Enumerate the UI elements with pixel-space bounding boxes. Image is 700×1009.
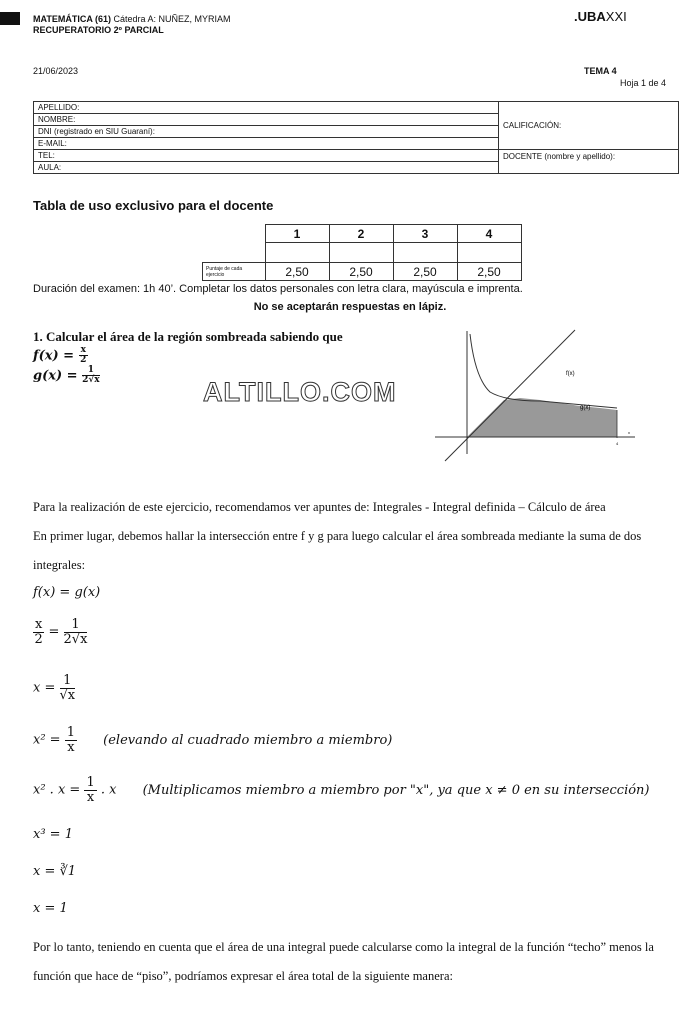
g-definition: g(x) = $\frac{1}{2√x}$ <box>33 364 100 386</box>
equation-1: f(x) = g(x) <box>33 585 101 600</box>
grade-cell[interactable] <box>393 243 457 263</box>
grade-cell[interactable] <box>457 243 521 263</box>
x-tick-label: 4 <box>616 441 619 446</box>
tel-field[interactable]: TEL: <box>34 150 499 162</box>
course-name: MATEMÁTICA (61) <box>33 14 111 24</box>
score-value: 2,50 <box>393 263 457 281</box>
equation-2: $\frac{x}{2}$ = $\frac{1}{2√x}$ <box>34 617 88 647</box>
exam-title: RECUPERATORIO 2º PARCIAL <box>33 25 164 35</box>
equation-4: x² = $\frac{1}{x}$ (elevando al cuadrado miembro a miembro) <box>33 725 393 755</box>
f-line <box>445 330 575 461</box>
g-curve <box>470 334 617 408</box>
grade-cell[interactable] <box>329 243 393 263</box>
page-counter: Hoja 1 de 4 <box>620 78 667 88</box>
apellido-field[interactable]: APELLIDO: <box>34 102 499 114</box>
catedra: Cátedra A: NUÑEZ, MYRIAM <box>113 14 231 24</box>
student-data-table <box>33 101 679 174</box>
solution-outro: Por lo tanto, teniendo en cuenta que el área de una integral puede calcularse como la integral de la función “techo” menos la función que hace de “piso”, podríamos expresar el área total de la siguiente manera: <box>33 940 654 983</box>
f-definition: f(x) = $\frac{x}{2}$ <box>33 345 87 366</box>
score-value: 2,50 <box>457 263 521 281</box>
no-pencil-notice: No se aceptarán respuestas en lápiz. <box>253 301 447 313</box>
shaded-region <box>467 398 617 437</box>
exam-date: 21/06/2023 <box>33 66 79 76</box>
aula-field[interactable]: AULA: <box>34 162 499 174</box>
exam-header <box>33 14 231 36</box>
x-arrow-label: x <box>628 430 630 435</box>
equation-5: x² . x = $\frac{1}{x}$ . x (Multiplicamos miembro a miembro por "x", ya que x ≠ 0 en su intersección) <box>33 775 650 805</box>
header-black-bar <box>0 12 20 25</box>
score-header: 4 <box>457 225 521 243</box>
altillo-watermark: ALTILLO.COM <box>203 377 397 407</box>
ubaxxi-logo: .UBAXXI <box>574 9 627 24</box>
score-row-label: Puntaje de cada ejercicio <box>203 263 266 281</box>
score-value: 2,50 <box>265 263 329 281</box>
area-graph <box>430 326 645 466</box>
equation-3: x = $\frac{1}{√x}$ <box>33 673 76 703</box>
tema-label: TEMA 4 <box>584 66 617 76</box>
score-value: 2,50 <box>329 263 393 281</box>
email-field[interactable]: E-MAIL: <box>34 138 499 150</box>
nombre-field[interactable]: NOMBRE: <box>34 114 499 126</box>
calificacion-field[interactable]: CALIFICACIÓN: <box>499 102 679 150</box>
score-table <box>202 224 522 281</box>
grade-cell[interactable] <box>265 243 329 263</box>
g-label: g(x) <box>580 405 591 411</box>
equation-6: x³ = 1 <box>33 827 73 842</box>
duration-instructions: Duración del examen: 1h 40’. Completar los datos personales con letra clara, mayúscula e imprenta. <box>33 283 523 295</box>
equation-7: x = ∛1 <box>33 864 77 879</box>
teacher-table-title: Tabla de uso exclusivo para el docente <box>33 198 274 213</box>
equation-8: x = 1 <box>33 901 68 916</box>
score-header: 3 <box>393 225 457 243</box>
exercise-1-statement: 1. Calcular el área de la región sombreada sabiendo que f(x) = $\frac{x}{2}$ g(x) = $\frac{1}{2√x}$ <box>33 329 343 386</box>
f-label: f(x) <box>566 371 575 377</box>
dni-field[interactable]: DNI (registrado en SIU Guaraní): <box>34 126 499 138</box>
solution-intro-2: En primer lugar, debemos hallar la intersección entre f y g para luego calcular el área sombreada mediante la suma de dos integrales: <box>33 529 642 572</box>
score-header: 1 <box>265 225 329 243</box>
score-header: 2 <box>329 225 393 243</box>
docente-field[interactable]: DOCENTE (nombre y apellido): <box>499 150 679 174</box>
solution-intro-1: Para la realización de este ejercicio, recomendamos ver apuntes de: Integrales - Integral definida – Cálculo de área <box>33 500 606 514</box>
